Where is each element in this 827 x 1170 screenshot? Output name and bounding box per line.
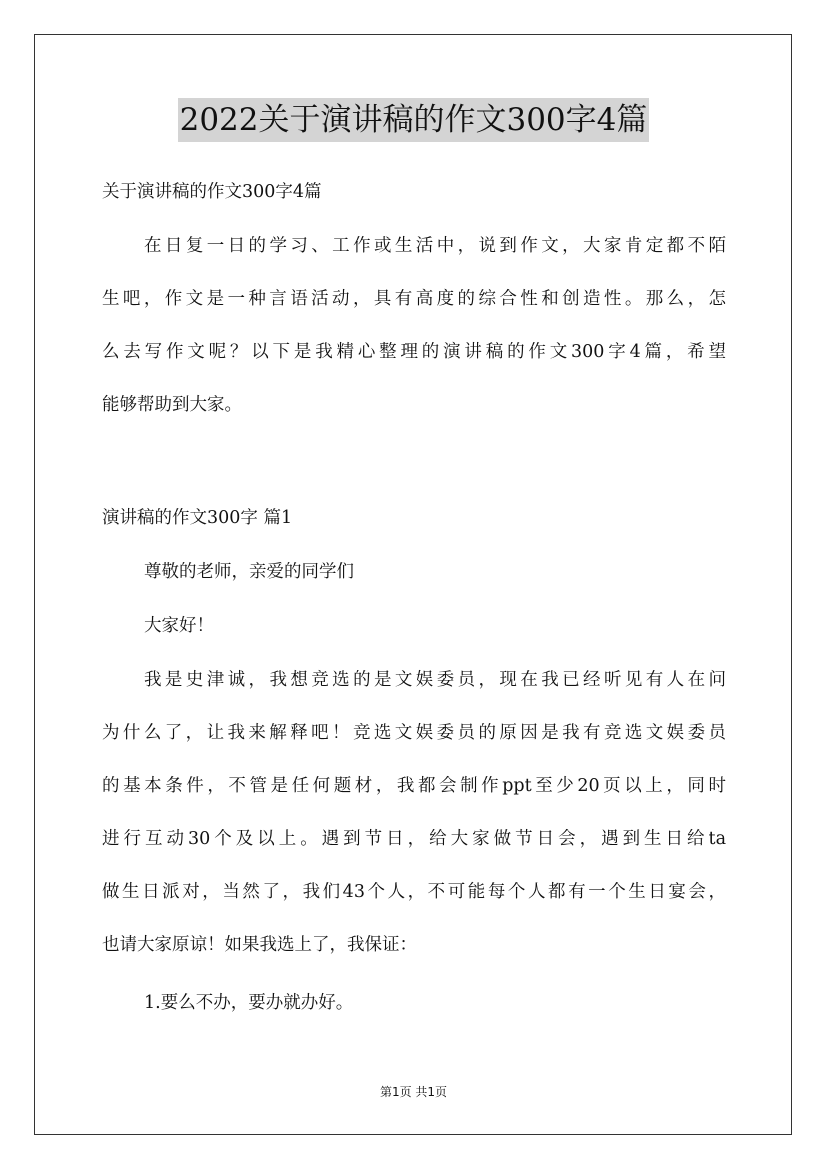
subtitle-text: 关于演讲稿的作文300字4篇 [102, 182, 322, 202]
body-line: 的基本条件，不管是任何题材，我都会制作ppt至少20页以上，同时 [102, 776, 726, 796]
body-line: 我是史津诚，我想竞选的是文娱委员，现在我已经听见有人在问 [144, 670, 726, 690]
intro-line: 能够帮助到大家。 [102, 395, 242, 415]
page-number: 第1页 共1页 [379, 1085, 448, 1099]
greeting-text: 尊敬的老师，亲爱的同学们 [144, 562, 354, 582]
body-line: 做生日派对，当然了，我们43个人，不可能每个人都有一个生日宴会， [102, 882, 726, 902]
document-title: 2022关于演讲稿的作文300字4篇 [178, 98, 650, 142]
hello-text: 大家好！ [144, 616, 214, 636]
hello [102, 600, 726, 653]
list-item-text: 1.要么不办，要办就办好。 [144, 993, 354, 1013]
body-line: 也请大家原谅！如果我选上了，我保证： [102, 935, 417, 955]
body-line: 进行互动30个及以上。遇到节日，给大家做节日会，遇到生日给ta [102, 829, 726, 849]
intro-line: 生吧，作文是一种言语活动，具有高度的综合性和创造性。那么，怎 [102, 289, 726, 309]
section-heading-text: 演讲稿的作文300字 篇1 [102, 508, 293, 528]
title-container [0, 98, 827, 142]
document-subtitle [102, 166, 726, 219]
intro-line: 么去写作文呢？以下是我精心整理的演讲稿的作文300字4篇，希望 [102, 342, 726, 362]
page-footer [0, 1083, 827, 1100]
intro-line: 在日复一日的学习、工作或生活中，说到作文，大家肯定都不陌 [144, 236, 726, 256]
greeting [102, 546, 726, 599]
section-heading [102, 492, 726, 545]
body-line: 为什么了，让我来解释吧！竞选文娱委员的原因是我有竞选文娱委员 [102, 723, 726, 743]
intro-paragraph [102, 220, 726, 432]
body-paragraph [102, 654, 726, 972]
list-item [102, 977, 726, 1030]
